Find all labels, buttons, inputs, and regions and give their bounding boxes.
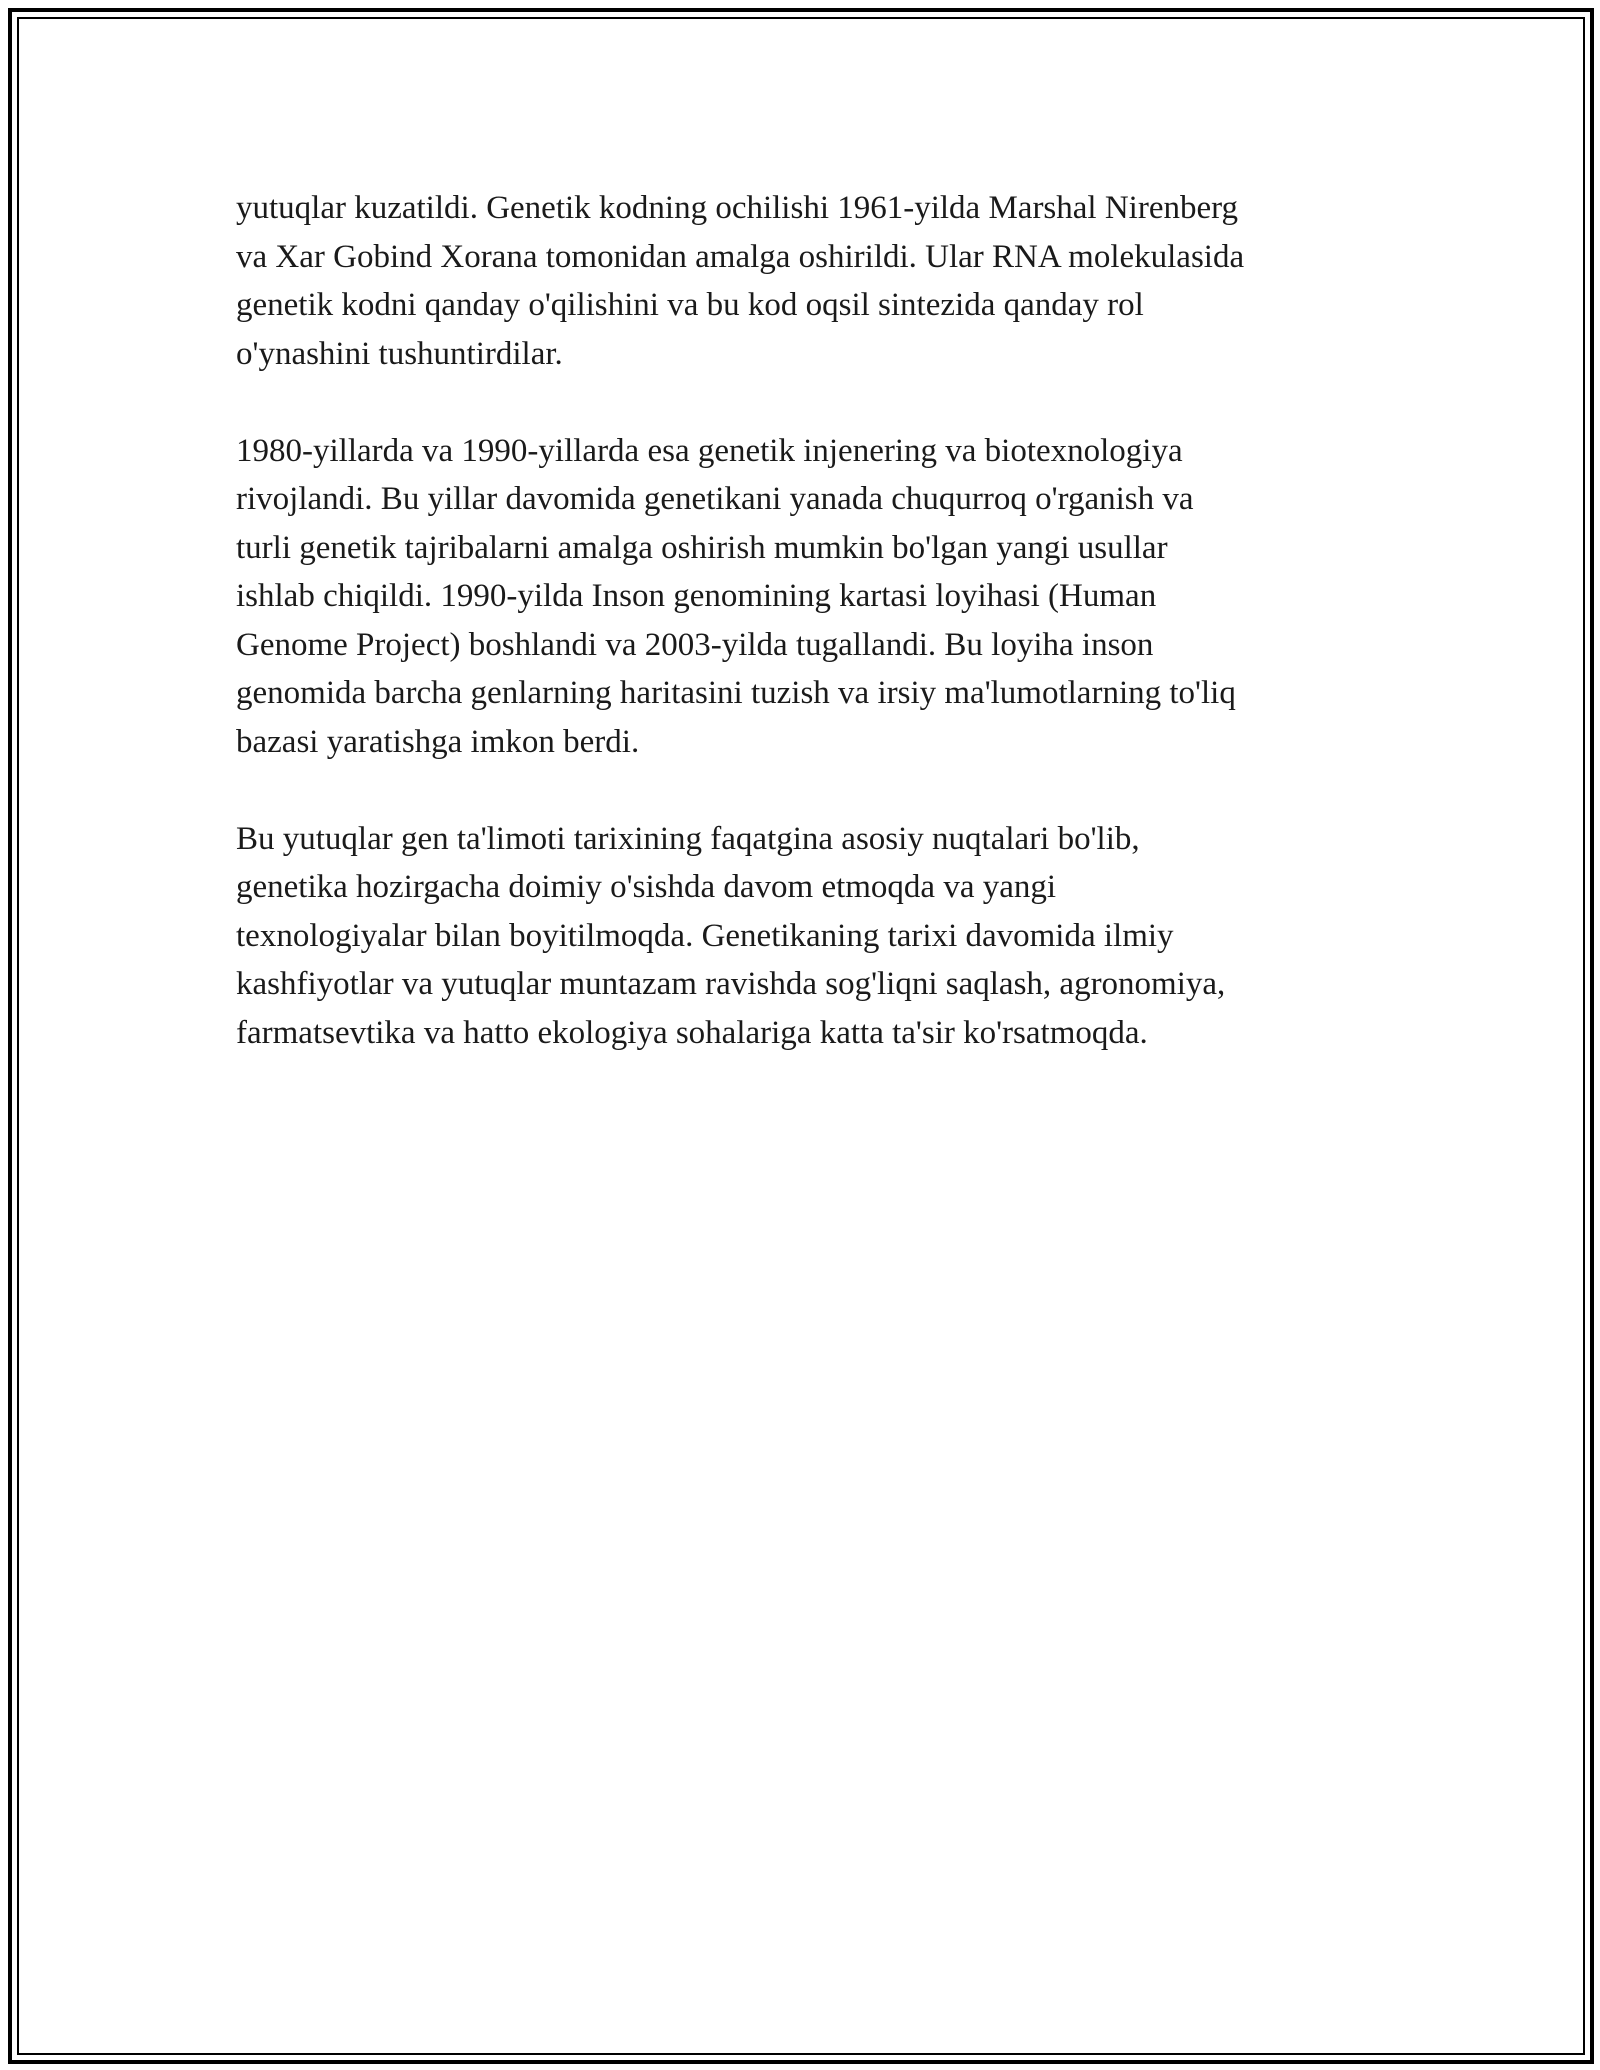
text-line: genetika hozirgacha doimiy o'sishda davom etmoqda va yangi [236,869,1057,905]
text-line: va Xar Gobind Xorana tomonidan amalga oshirildi. Ular RNA molekulasida [236,238,1245,275]
text-line: turli genetik tajribalarni amalga oshirish mumkin bo'lgan yangi usullar [236,529,1168,566]
document-body [236,184,1366,1106]
text-line: genomida barcha genlarning haritasini tuzish va irsiy ma'lumotlarning to'liq [236,675,1236,711]
text-line: texnologiyalar bilan boyitilmoqda. Genetikaning tarixi davomida ilmiy [236,917,1174,954]
paragraph-1 [236,184,1366,378]
paragraph-3 [236,815,1366,1058]
text-line: rivojlandi. Bu yillar davomida genetikani yanada chuqurroq o'rganish va [236,481,1194,517]
text-line: 1980-yillarda va 1990-yillarda esa genetik injenering va biotexnologiya [236,432,1183,469]
text-line: kashfiyotlar va yutuqlar muntazam ravishda sog'liqni saqlash, agronomiya, [236,966,1226,1002]
text-line: o'ynashini tushuntirdilar. [236,335,563,372]
text-line: bazasi yaratishga imkon berdi. [236,723,640,760]
text-line: Genome Project) boshlandi va 2003-yilda tugallandi. Bu loyiha inson [236,626,1154,663]
text-line: Bu yutuqlar gen ta'limoti tarixining faqatgina asosiy nuqtalari bo'lib, [236,820,1140,857]
text-line: genetik kodni qanday o'qilishini va bu kod oqsil sintezida qanday rol [236,287,1144,323]
text-line: yutuqlar kuzatildi. Genetik kodning ochilishi 1961-yilda Marshal Nirenberg [236,190,1239,226]
text-line: ishlab chiqildi. 1990-yilda Inson genomining kartasi loyihasi (Human [236,578,1157,614]
text-line: farmatsevtika va hatto ekologiya sohalariga katta ta'sir ko'rsatmoqda. [236,1014,1148,1051]
paragraph-2 [236,427,1366,767]
